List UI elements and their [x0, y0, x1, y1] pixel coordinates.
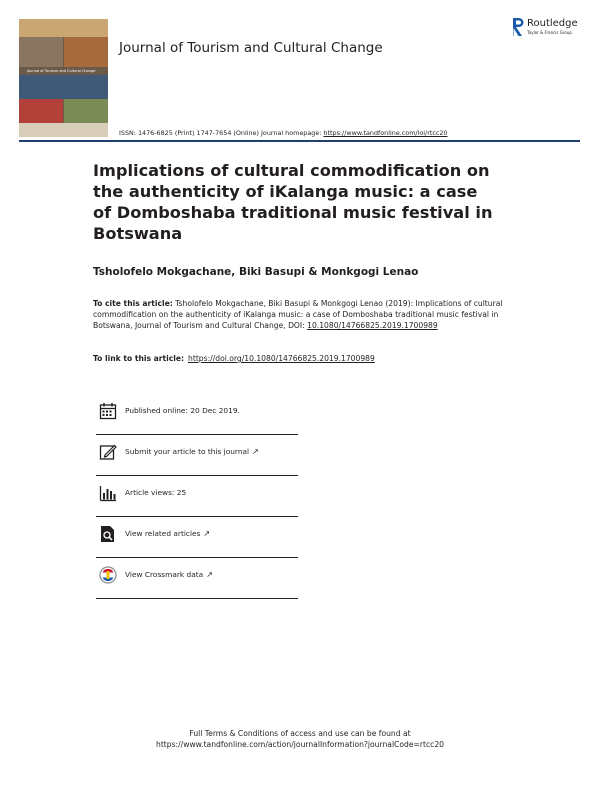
article-authors: Tsholofelo Mokgachane, Biki Basupi & Monkgogi Lenao — [93, 266, 419, 278]
citation-doi-link[interactable]: 10.1080/14766825.2019.1700989 — [307, 321, 438, 330]
external-link-icon: ↗ — [203, 529, 211, 538]
cover-photo — [19, 99, 63, 123]
publisher-tagline: Taylor & Francis Group — [527, 30, 572, 35]
header-rule — [19, 140, 580, 142]
citation-text: Tsholofelo Mokgachane, Biki Basupi & Monkgogi Lenao (2019): Implications of cultural commodification on the authenticity of iKalanga music: a case of Domboshaba traditional music festival in Botswana, Journal of Tourism and Cultural Change, DOI: — [93, 299, 503, 330]
issn-text: ISSN: 1476-6825 (Print) 1747-7654 (Online) Journal homepage: — [119, 129, 324, 137]
published-online-item — [96, 394, 298, 435]
submit-icon — [99, 443, 117, 461]
submit-article-item[interactable] — [96, 435, 298, 476]
routledge-r-icon — [512, 17, 524, 37]
cover-photo — [19, 123, 108, 137]
issn-line — [119, 129, 448, 137]
journal-title: Journal of Tourism and Cultural Change — [119, 40, 383, 56]
routledge-logo — [512, 17, 584, 39]
published-online-text: Published online: 20 Dec 2019. — [125, 406, 240, 415]
cover-caption: Journal of Tourism and Cultural Change — [27, 69, 96, 73]
article-views-item — [96, 476, 298, 517]
crossmark-item[interactable] — [96, 558, 298, 599]
cover-photo — [64, 99, 108, 123]
article-title: Implications of cultural commodification on the authenticity of iKalanga music: a case of Domboshaba traditional music festival in Botswana — [93, 161, 493, 243]
related-articles-item[interactable] — [96, 517, 298, 558]
crossmark-link[interactable]: View Crossmark data — [125, 570, 204, 579]
cover-photo — [19, 75, 108, 99]
article-views-text: Article views: 25 — [125, 488, 187, 497]
cover-band — [19, 19, 108, 37]
submit-article-row — [125, 447, 259, 456]
cover-photo — [64, 37, 108, 67]
publisher-name: Routledge — [527, 18, 578, 29]
crossmark-row — [125, 570, 213, 579]
external-link-icon: ↗ — [252, 447, 259, 456]
article-info-list — [96, 394, 298, 599]
related-search-icon — [99, 525, 117, 543]
cover-photo — [19, 37, 63, 67]
submit-article-link[interactable]: Submit your article to this journal — [125, 447, 250, 456]
citation-block — [93, 298, 513, 331]
external-link-icon: ↗ — [206, 570, 213, 579]
calendar-icon — [99, 402, 117, 420]
footer-terms: Full Terms & Conditions of access and use can be found at — [189, 729, 411, 738]
crossmark-icon — [99, 566, 117, 584]
related-articles-link[interactable]: View related articles — [125, 529, 201, 538]
footer-terms-url[interactable]: https://www.tandfonline.com/action/journalInformation?journalCode=rtcc20 — [156, 740, 444, 749]
footer — [0, 728, 600, 750]
journal-cover — [19, 19, 108, 137]
article-link-line — [93, 354, 375, 363]
citation-label: To cite this article: — [93, 299, 173, 308]
article-doi-link[interactable]: https://doi.org/10.1080/14766825.2019.1700989 — [188, 354, 375, 363]
bar-chart-icon — [99, 484, 117, 502]
journal-homepage-link[interactable]: https://www.tandfonline.com/loi/rtcc20 — [323, 129, 448, 137]
related-articles-row — [125, 529, 210, 538]
link-label: To link to this article: — [93, 354, 185, 363]
